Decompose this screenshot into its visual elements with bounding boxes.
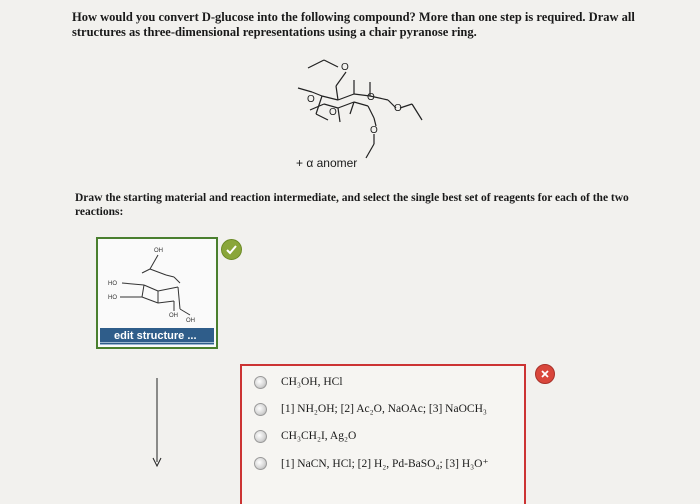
reagent-option[interactable] — [254, 426, 356, 446]
close-icon — [536, 365, 554, 383]
reagent-option-label: [1] NaCN, HCl; [2] H₂, Pd-BaSO₄; [3] H₃O⁺ — [281, 458, 489, 470]
correct-badge — [221, 239, 242, 260]
reagent-option-label: [1] NH₂OH; [2] Ac₂O, NaOAc; [3] NaOCH₃ — [281, 403, 487, 415]
ether-oxygen-label: O — [367, 92, 375, 103]
hydroxyl-label: HO — [108, 295, 117, 301]
edit-structure-button[interactable]: edit structure ... — [100, 328, 214, 345]
ether-oxygen-label: O — [329, 107, 337, 118]
ether-oxygen-label: O — [370, 125, 378, 136]
question-text: How would you convert D-glucose into the following compound? More than one step is required. Draw all structures as three-dimensional representations using a chair pyranose ring. — [72, 10, 635, 39]
starting-material-structure — [100, 241, 214, 327]
reagent-option[interactable] — [254, 399, 487, 419]
hydroxyl-label: HO — [108, 281, 117, 287]
hydroxyl-label: OH — [169, 313, 178, 319]
reaction-arrow-icon — [150, 378, 164, 468]
ether-oxygen-label: O — [307, 94, 315, 105]
starting-material-editor[interactable] — [96, 237, 218, 349]
reagent-option-label: CH₃CH₂I, Ag₂O — [281, 430, 357, 442]
radio-button[interactable] — [254, 376, 267, 389]
hydroxyl-label: OH — [186, 318, 195, 324]
ring-oxygen-label: O — [341, 62, 349, 73]
reagent-option-label: CH₃OH, HCl — [281, 376, 343, 388]
instruction-text: Draw the starting material and reaction intermediate, and select the single best set of reagents for each of the two reactions: — [75, 192, 629, 218]
hydroxyl-label: OH — [154, 248, 163, 254]
product-structure — [278, 48, 438, 160]
check-icon — [222, 240, 241, 259]
radio-button[interactable] — [254, 430, 267, 443]
radio-button[interactable] — [254, 403, 267, 416]
reagent-choices — [240, 364, 526, 504]
incorrect-badge — [535, 364, 555, 384]
anomer-note: + α anomer — [296, 156, 358, 170]
reagent-option[interactable] — [254, 453, 489, 473]
reagent-option[interactable] — [254, 372, 343, 392]
ether-oxygen-label: O — [394, 103, 402, 114]
radio-button[interactable] — [254, 457, 267, 470]
